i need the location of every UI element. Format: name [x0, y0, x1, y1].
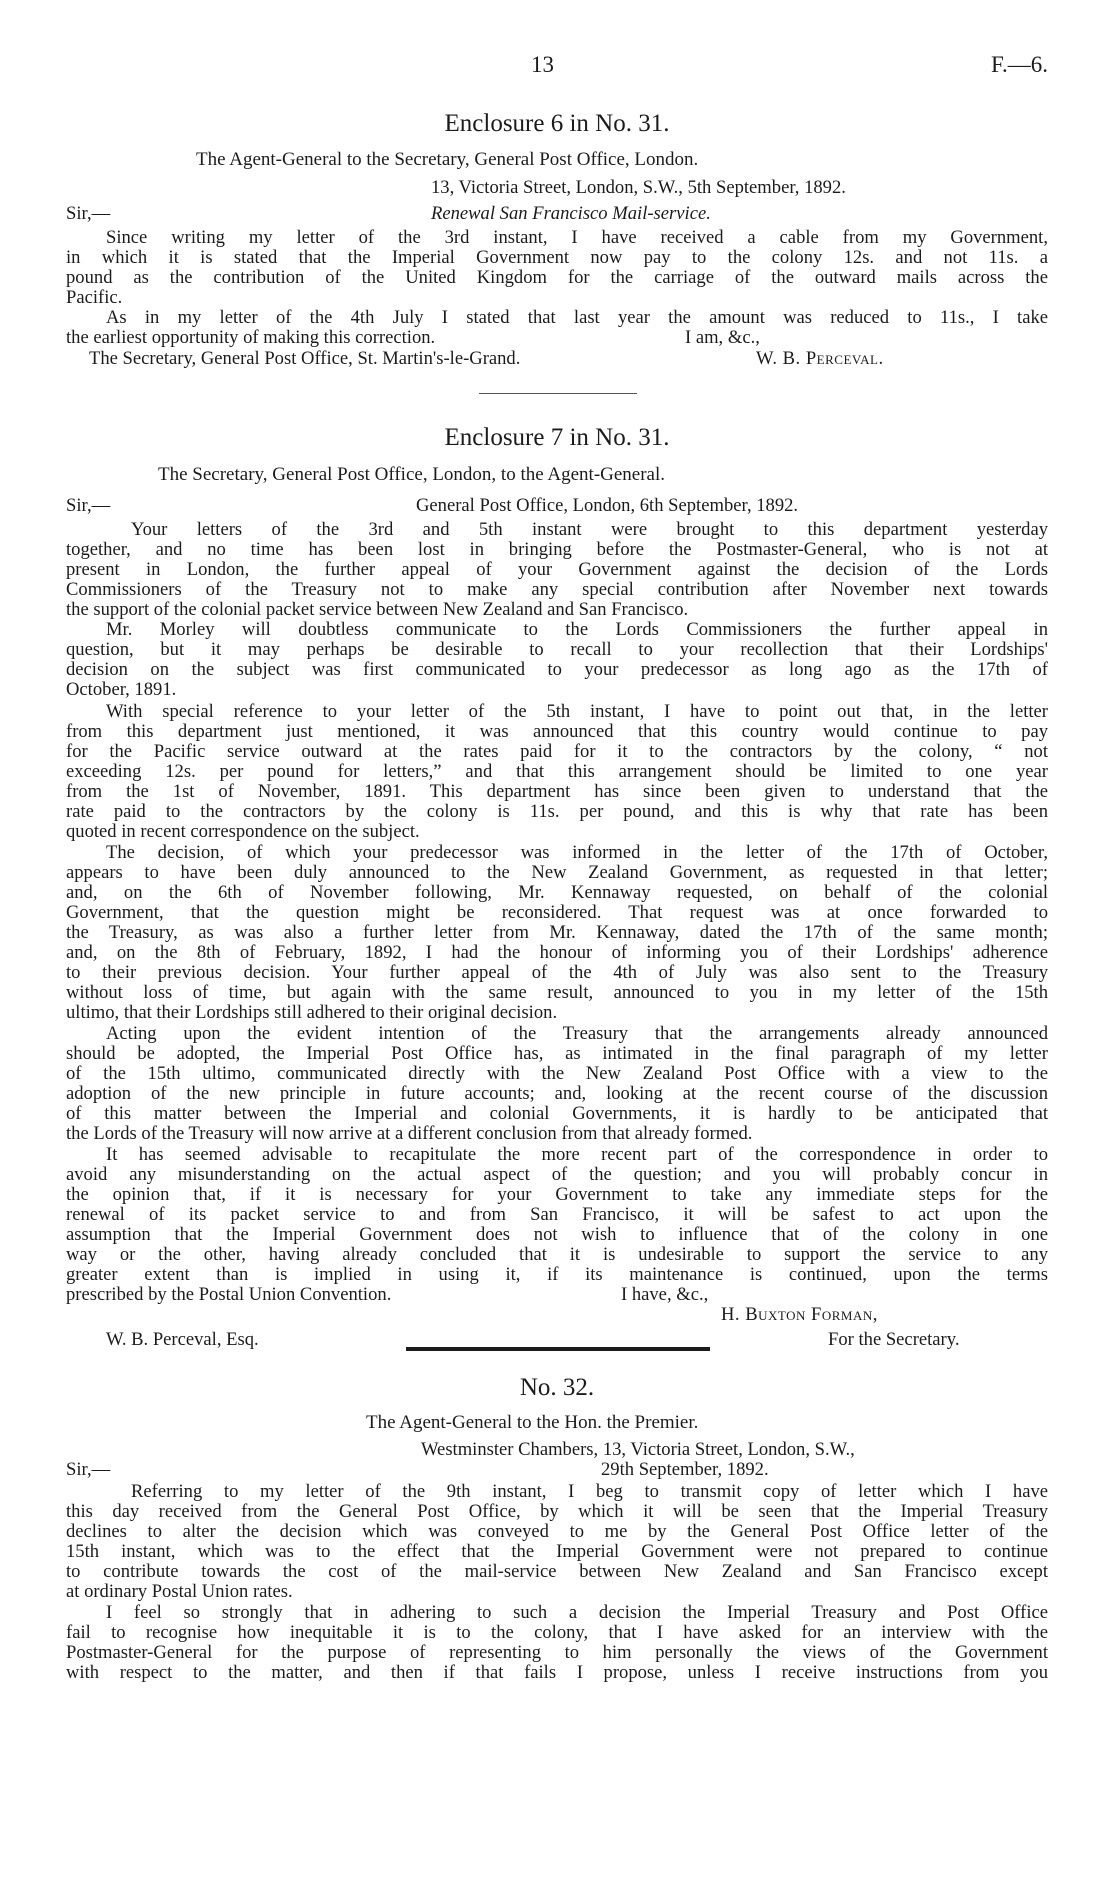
- enclosure-7-line: quoted in recent correspondence on the subject.: [66, 821, 420, 842]
- no-32-line: declines to alter the decision which was conveyed to me by the General Post Office letter of the: [66, 1522, 1048, 1542]
- enclosure-7-line: way or the other, having already concluded that it is undesirable to support the service to any: [66, 1245, 1048, 1265]
- enclosure-7-signature: H. Buxton Forman,: [721, 1304, 878, 1325]
- enclosure-7-line: from this department just mentioned, it was announced that this country would continue to pay: [66, 722, 1048, 742]
- enclosure-7-line: the opinion that, if it is necessary for your Government to take any immediate steps for the: [66, 1185, 1048, 1205]
- enclosure-7-line: Your letters of the 3rd and 5th instant were brought to this department yesterday: [131, 520, 1048, 540]
- enclosure-7-line: With special reference to your letter of the 5th instant, I have to point out that, in the letter: [106, 702, 1048, 722]
- enclosure-7-line: It has seemed advisable to recapitulate the more recent part of the correspondence in order to: [106, 1145, 1048, 1165]
- enclosure-7-line: ultimo, that their Lordships still adhered to their original decision.: [66, 1002, 558, 1023]
- section-divider: [406, 1347, 710, 1351]
- enclosure-7-closing: I have, &c.,: [621, 1284, 709, 1305]
- enclosure-6-salutation: Sir,—: [66, 203, 111, 224]
- enclosure-7-address: General Post Office, London, 6th September, 1892.: [416, 495, 799, 516]
- enclosure-6-closing: I am, &c.,: [685, 327, 760, 348]
- enclosure-6-line: in which it is stated that the Imperial Government now pay to the colony 12s. and not 11s. a: [66, 248, 1048, 268]
- enclosure-7-line: avoid any misunderstanding on the actual aspect of the question; and you will probably concur in: [66, 1165, 1048, 1185]
- enclosure-7-line: and, on the 6th of November following, Mr. Kennaway requested, on behalf of the colonial: [66, 883, 1048, 903]
- no-32-line: this day received from the General Post Office, by which it will be seen that the Imperial Treasury: [66, 1502, 1048, 1522]
- enclosure-7-line: the Treasury, as was also a further letter from Mr. Kennaway, dated the 17th of the same month;: [66, 923, 1048, 943]
- enclosure-7-salutation: Sir,—: [66, 495, 111, 516]
- enclosure-7-line: Government, that the question might be reconsidered. That request was at once forwarded to: [66, 903, 1048, 923]
- enclosure-7-line: should be adopted, the Imperial Post Office has, as intimated in the final paragraph of my letter: [66, 1044, 1048, 1064]
- enclosure-6-line: the earliest opportunity of making this correction.: [66, 327, 436, 348]
- enclosure-7-line: for the Pacific service outward at the rates paid for it to the contractors by the colony, “ not: [66, 742, 1048, 762]
- enclosure-7-line: the support of the colonial packet service between New Zealand and San Francisco.: [66, 599, 689, 620]
- no-32-line: at ordinary Postal Union rates.: [66, 1581, 293, 1602]
- enclosure-7-line: rate paid to the contractors by the colony is 11s. per pound, and this is why that rate has been: [66, 802, 1048, 822]
- enclosure-7-line: of the 15th ultimo, communicated directly with the New Zealand Post Office with a view to the: [66, 1064, 1048, 1084]
- no-32-line: with respect to the matter, and then if that fails I propose, unless I receive instructions from you: [66, 1663, 1048, 1683]
- enclosure-7-line: and, on the 8th of February, 1892, I had the honour of informing you of their Lordships' adherence: [66, 943, 1048, 963]
- no-32-from-to: The Agent-General to the Hon. the Premier.: [366, 1412, 699, 1433]
- enclosure-6-from-to: The Agent-General to the Secretary, General Post Office, London.: [196, 149, 699, 170]
- enclosure-7-line: October, 1891.: [66, 679, 177, 700]
- enclosure-7-line: adoption of the new principle in future accounts; and, looking at the recent course of the discussion: [66, 1084, 1048, 1104]
- enclosure-6-title: Enclosure 6 in No. 31.: [444, 110, 670, 137]
- no-32-line: Postmaster-General for the purpose of representing to him personally the views of the Government: [66, 1643, 1048, 1663]
- enclosure-6-line: As in my letter of the 4th July I stated that last year the amount was reduced to 11s., I take: [106, 308, 1048, 328]
- enclosure-7-line: from the 1st of November, 1891. This department has since been given to understand that the: [66, 782, 1048, 802]
- no-32-address-line-1: Westminster Chambers, 13, Victoria Street, London, S.W.,: [421, 1439, 855, 1460]
- enclosure-7-line: Acting upon the evident intention of the Treasury that the arrangements already announced: [106, 1024, 1048, 1044]
- enclosure-6-signature: W. B. Perceval.: [756, 348, 884, 369]
- document-page: [66, 0, 1048, 1877]
- no-32-line: I feel so strongly that in adhering to such a decision the Imperial Treasury and Post Office: [106, 1603, 1048, 1623]
- enclosure-6-line: pound as the contribution of the United Kingdom for the carriage of the outward mails across the: [66, 268, 1048, 288]
- enclosure-7-line: to their previous decision. Your further appeal of the 4th of July was also sent to the Treasury: [66, 963, 1048, 983]
- section-divider: [479, 393, 637, 394]
- enclosure-7-line: prescribed by the Postal Union Convention.: [66, 1284, 392, 1305]
- no-32-line: Referring to my letter of the 9th instant, I beg to transmit copy of letter which I have: [131, 1482, 1048, 1502]
- enclosure-7-line: the Lords of the Treasury will now arrive at a different conclusion from that already formed.: [66, 1123, 753, 1144]
- enclosure-7-line: Mr. Morley will doubtless communicate to the Lords Commissioners the further appeal in: [106, 620, 1048, 640]
- no-32-address-line-2: 29th September, 1892.: [601, 1459, 769, 1480]
- enclosure-7-line: appears to have been duly announced to the New Zealand Government, as requested in that letter;: [66, 863, 1048, 883]
- document-reference: F.—6.: [991, 52, 1048, 77]
- enclosure-6-line: Since writing my letter of the 3rd instant, I have received a cable from my Government,: [106, 228, 1048, 248]
- enclosure-7-line: together, and no time has been lost in bringing before the Postmaster-General, who is not at: [66, 540, 1048, 560]
- no-32-salutation: Sir,—: [66, 1459, 111, 1480]
- no-32-title: No. 32.: [519, 1374, 595, 1401]
- enclosure-7-line: without loss of time, but again with the same result, announced to you in my letter of the 15th: [66, 983, 1048, 1003]
- enclosure-7-title: Enclosure 7 in No. 31.: [444, 424, 670, 451]
- no-32-line: 15th instant, which was to the effect that the Imperial Government were not prepared to continue: [66, 1542, 1048, 1562]
- enclosure-7-line: greater extent than is implied in using it, if its maintenance is continued, upon the terms: [66, 1265, 1048, 1285]
- enclosure-7-line: decision on the subject was first communicated to your predecessor as long ago as the 17th of: [66, 660, 1048, 680]
- enclosure-7-addressee: W. B. Perceval, Esq.: [106, 1329, 259, 1350]
- no-32-line: to contribute towards the cost of the mail-service between New Zealand and San Francisco except: [66, 1562, 1048, 1582]
- no-32-line: fail to recognise how inequitable it is to the colony, that I have asked for an interview with the: [66, 1623, 1048, 1643]
- enclosure-7-line: present in London, the further appeal of your Government against the decision of the Lords: [66, 560, 1048, 580]
- enclosure-6-addressee: The Secretary, General Post Office, St. Martin's-le-Grand.: [89, 348, 521, 369]
- enclosure-6-subject: Renewal San Francisco Mail-service.: [431, 203, 711, 224]
- enclosure-7-from-to: The Secretary, General Post Office, London, to the Agent-General.: [158, 464, 666, 485]
- enclosure-6-line: Pacific.: [66, 287, 123, 308]
- enclosure-7-line: assumption that the Imperial Government does not wish to influence that of the colony in one: [66, 1225, 1048, 1245]
- enclosure-7-signature-title: For the Secretary.: [828, 1329, 960, 1350]
- enclosure-7-line: question, but it may perhaps be desirable to recall to your recollection that their Lordships': [66, 640, 1048, 660]
- enclosure-6-address: 13, Victoria Street, London, S.W., 5th September, 1892.: [431, 177, 846, 198]
- enclosure-7-line: exceeding 12s. per pound for letters,” and that this arrangement should be limited to one year: [66, 762, 1048, 782]
- enclosure-7-line: Commissioners of the Treasury not to make any special contribution after November next towards: [66, 580, 1048, 600]
- enclosure-7-line: renewal of its packet service to and from San Francisco, it will be safest to act upon the: [66, 1205, 1048, 1225]
- enclosure-7-line: The decision, of which your predecessor was informed in the letter of the 17th of October,: [106, 843, 1048, 863]
- enclosure-7-line: of this matter between the Imperial and colonial Governments, it is hardly to be anticipated that: [66, 1104, 1048, 1124]
- page-number: 13: [531, 52, 554, 77]
